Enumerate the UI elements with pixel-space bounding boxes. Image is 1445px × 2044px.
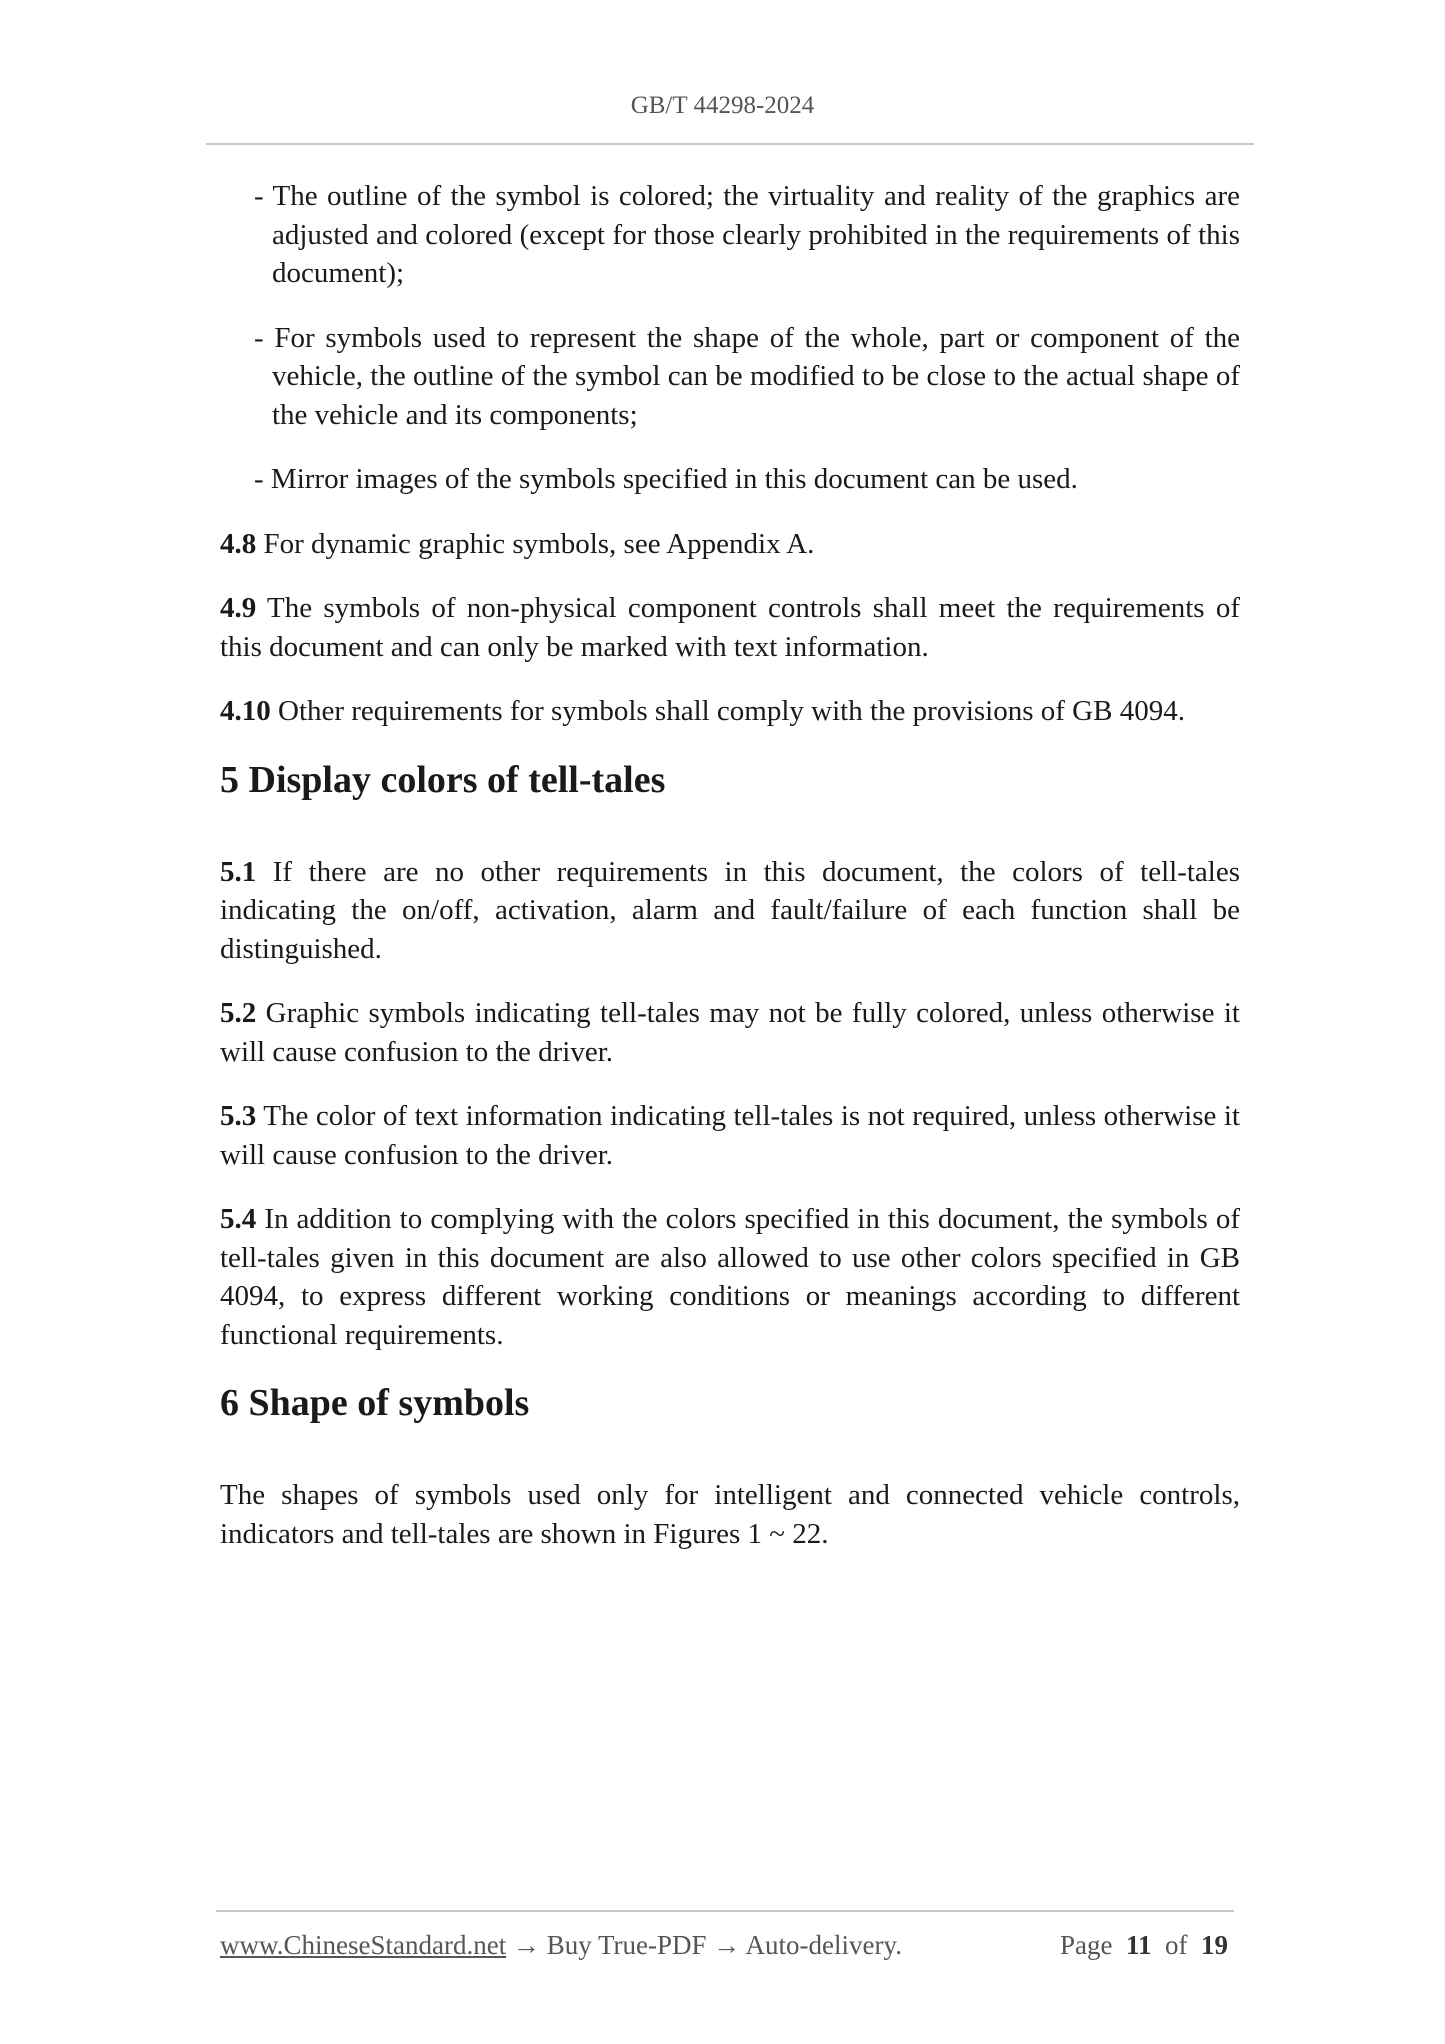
current-page: 11 (1125, 1930, 1152, 1960)
clause-text: Graphic symbols indicating tell-tales may not be fully colored, unless otherwise it will cause confusion to the driver. (220, 997, 1240, 1068)
page-header: GB/T 44298-2024 (630, 92, 815, 119)
clause-number: 5.2 (220, 997, 257, 1029)
clause-text: The symbols of non-physical component controls shall meet the requirements of this document and can only be marked with text information. (220, 592, 1240, 663)
clause-5-3 (220, 1097, 1240, 1174)
clause-number: 4.9 (220, 592, 257, 624)
clause-number: 5.3 (220, 1100, 257, 1132)
section-6-heading: 6 Shape of symbols (220, 1382, 530, 1424)
clause-text: The color of text information indicating tell-tales is not required, unless otherwise it will cause confusion to the driver. (220, 1100, 1240, 1171)
clause-text: For dynamic graphic symbols, see Appendix A. (256, 527, 815, 560)
list-item: - For symbols used to represent the shape of the whole, part or component of the vehicle, the outline of the symbol can be modified to be close to the actual shape of the vehicle and its components; (254, 321, 1240, 431)
clause-text: In addition to complying with the colors specified in this document, the symbols of tell-tales given in this document are also allowed to use other colors specified in GB 4094, to express different working conditions or meanings according to different functional requirements. (220, 1203, 1240, 1351)
list-item: - The outline of the symbol is colored; the virtuality and reality of the graphics are adjusted and colored (except for those clearly prohibited in the requirements of this document); (254, 180, 1240, 289)
header-divider (206, 143, 1254, 145)
section-6-text: The shapes of symbols used only for intelligent and connected vehicle controls, indicators and tell-tales are shown in Figures 1 ~ 22. (220, 1479, 1240, 1550)
site-link[interactable]: www.ChineseStandard.net (220, 1930, 507, 1960)
footer-promo (220, 1930, 902, 1960)
total-pages: 19 (1201, 1930, 1228, 1960)
clause-number: 4.10 (220, 695, 271, 727)
of-label: of (1165, 1930, 1188, 1960)
clause-5-2 (220, 994, 1240, 1071)
document-body (220, 177, 1240, 1579)
clause-number: 5.4 (220, 1203, 257, 1235)
clause-4-9 (220, 589, 1240, 666)
page-number (1060, 1930, 1228, 1961)
page-label: Page (1060, 1930, 1113, 1960)
footer-divider (216, 1910, 1234, 1912)
page-footer (220, 1930, 1236, 1961)
footer-promo-text: → Buy True-PDF → Auto-delivery. (506, 1930, 902, 1960)
clause-5-1 (220, 853, 1240, 969)
clause-4-10 (220, 692, 1240, 731)
section-5-heading: 5 Display colors of tell-tales (220, 758, 666, 801)
clause-number: 4.8 (220, 527, 257, 560)
clause-5-4 (220, 1200, 1240, 1354)
clause-4-8 (220, 525, 1240, 564)
clause-number: 5.1 (220, 855, 257, 888)
clause-text: If there are no other requirements in this document, the colors of tell-tales indicating the on/off, activation, alarm and fault/failure of each function shall be distinguished. (220, 855, 1240, 965)
clause-text: Other requirements for symbols shall comply with the provisions of GB 4094. (270, 695, 1185, 727)
list-item: - Mirror images of the symbols specified in this document can be used. (254, 463, 1078, 495)
